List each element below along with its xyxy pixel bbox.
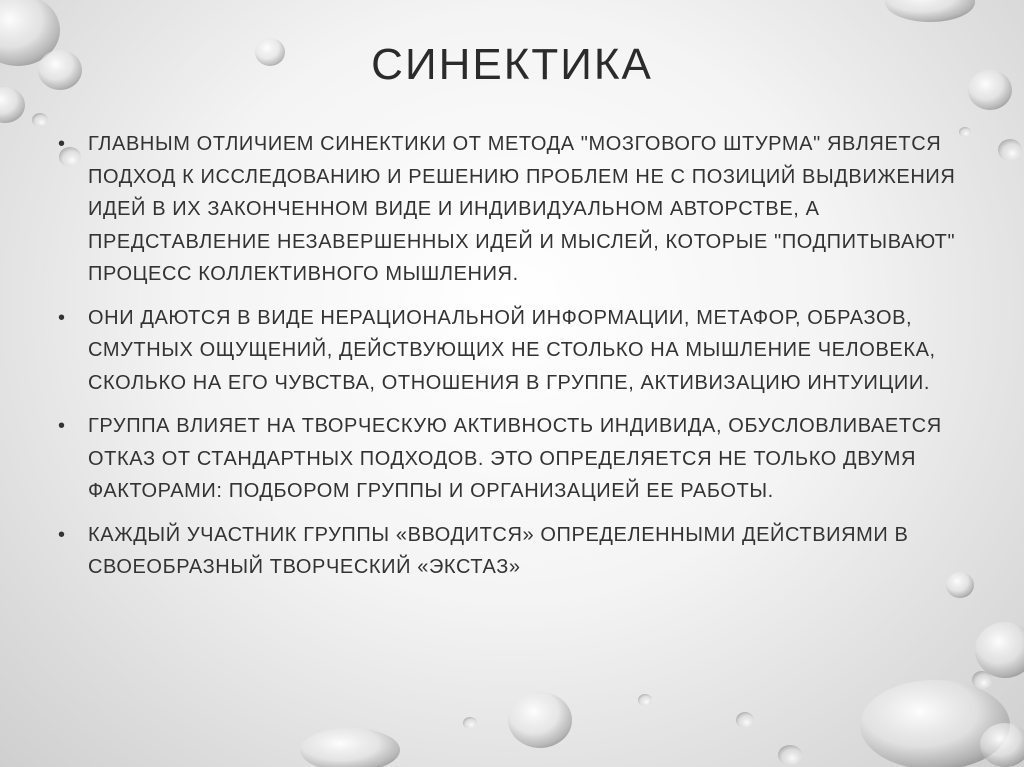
bullet-marker: • bbox=[58, 133, 66, 155]
bullet-list bbox=[58, 128, 958, 595]
droplet bbox=[300, 728, 400, 767]
droplet bbox=[638, 694, 652, 706]
bullet-text: ГРУППА ВЛИЯЕТ НА ТВОРЧЕСКУЮ АКТИВНОСТЬ ИНДИВИДА, ОБУСЛОВЛИВАЕТСЯ ОТКАЗ ОТ СТАНДАРТНЫХ ПОДХОДОВ. ЭТО ОПРЕДЕЛЯЕТСЯ НЕ ТОЛЬКО ДВУМЯ ФАКТОРАМИ: ПОДБОРОМ ГРУППЫ И ОРГАНИЗАЦИЕЙ ЕЕ РАБОТЫ. bbox=[88, 415, 942, 502]
droplet bbox=[959, 127, 971, 137]
bullet-text: КАЖДЫЙ УЧАСТНИК ГРУППЫ «ВВОДИТСЯ» ОПРЕДЕЛЕННЫМИ ДЕЙСТВИЯМИ В СВОЕОБРАЗНЫЙ ТВОРЧЕСКИЙ «ЭКСТАЗ» bbox=[88, 523, 909, 578]
slide-title: СИНЕКТИКА bbox=[371, 40, 653, 89]
droplet bbox=[0, 87, 25, 123]
bullet-text: ОНИ ДАЮТСЯ В ВИДЕ НЕРАЦИОНАЛЬНОЙ ИНФОРМАЦИИ, МЕТАФОР, ОБРАЗОВ, СМУТНЫХ ОЩУЩЕНИЙ, ДЕЙСТВУЮЩИХ НЕ СТОЛЬКО НА МЫШЛЕНИЕ ЧЕЛОВЕКА, СКОЛЬКО НА ЕГО ЧУВСТВА, ОТНОШЕНИЯ В ГРУППЕ, АКТИВИЗАЦИЮ ИНТУИЦИИ. bbox=[88, 306, 936, 394]
droplet bbox=[736, 712, 754, 728]
bullet-marker: • bbox=[58, 415, 66, 437]
droplet bbox=[998, 139, 1022, 161]
droplet bbox=[975, 622, 1024, 678]
droplet bbox=[778, 745, 802, 765]
droplet bbox=[972, 671, 992, 689]
droplet bbox=[463, 717, 477, 729]
droplet bbox=[32, 113, 48, 127]
droplet bbox=[885, 0, 975, 22]
bullet-item bbox=[58, 519, 958, 584]
bullet-text: ГЛАВНЫМ ОТЛИЧИЕМ СИНЕКТИКИ ОТ МЕТОДА "МОЗГОВОГО ШТУРМА" ЯВЛЯЕТСЯ ПОДХОД К ИССЛЕДОВАНИЮ И РЕШЕНИЮ ПРОБЛЕМ НЕ С ПОЗИЦИЙ ВЫДВИЖЕНИЯ ИДЕЙ В ИХ ЗАКОНЧЕННОМ ВИДЕ И ИНДИВИДУАЛЬНОМ АВТОРСТВЕ, А ПРЕДСТАВЛЕНИЕ НЕЗАВЕРШЕННЫХ ИДЕЙ И МЫСЛЕЙ, КОТОРЫЕ "ПОДПИТЫВАЮТ" ПРОЦЕСС КОЛЛЕКТИВНОГО МЫШЛЕНИЯ. bbox=[88, 133, 956, 285]
bullet-marker: • bbox=[58, 523, 66, 546]
bullet-marker: • bbox=[58, 306, 66, 329]
bullet-item bbox=[58, 302, 958, 400]
bullet-item bbox=[58, 410, 958, 508]
droplet bbox=[508, 692, 572, 748]
bullet-item bbox=[58, 128, 958, 291]
